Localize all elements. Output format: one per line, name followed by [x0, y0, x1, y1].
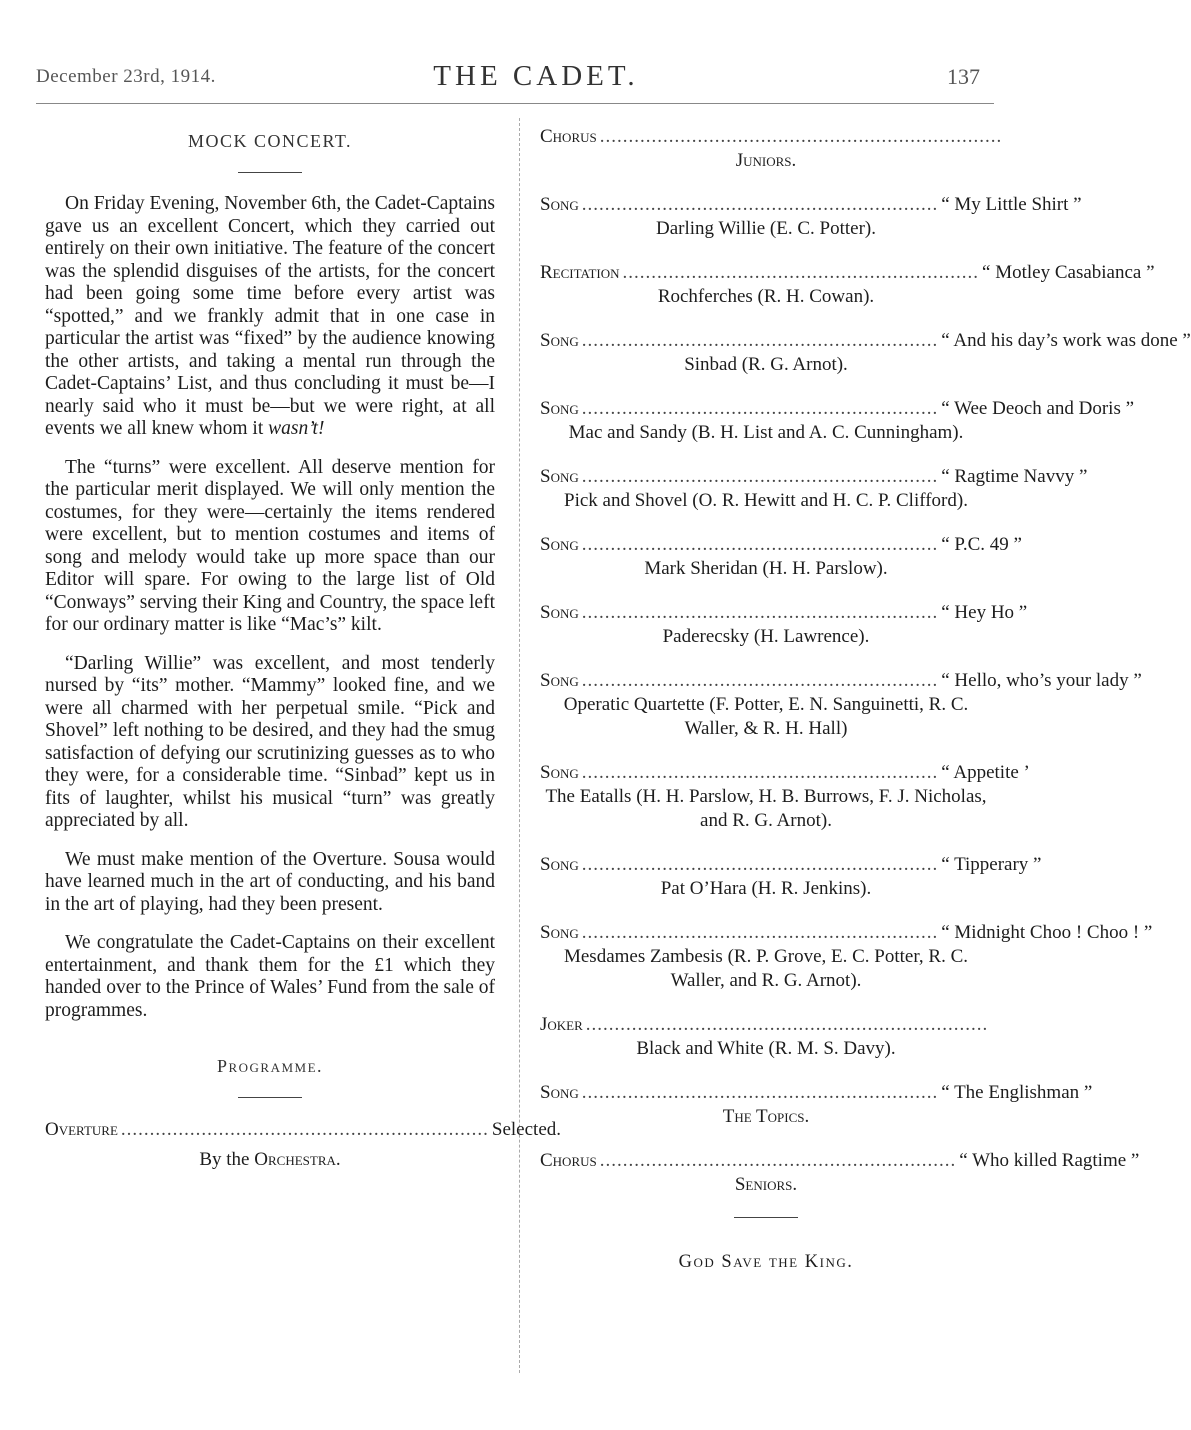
leader-dots: ..............................................................: [581, 194, 939, 215]
programme-entry: [540, 1013, 992, 1061]
header-rule: [36, 103, 994, 104]
item-type: Song: [540, 762, 579, 783]
item-performer: Sinbad (R. G. Arnot).: [684, 354, 848, 375]
article-heading: MOCK CONCERT.: [187, 131, 353, 151]
item-title: “ And his day’s work was done ”: [941, 330, 1191, 351]
publication-title: THE CADET.: [433, 60, 639, 92]
article-paragraph: We congratulate the Cadet-Captains on their excellent entertainment, and thank them for the £1 which they handed over to the Prince of Wales’ Fund from the sale of programmes.: [45, 932, 495, 1021]
programme-item-line: [540, 261, 1155, 285]
item-title: Selected.: [491, 1119, 561, 1140]
leader-dots: ..............................................................: [581, 330, 939, 351]
programme-item-line: [540, 193, 1082, 217]
item-title: “ P.C. 49 ”: [941, 534, 1022, 555]
issue-date: December 23rd, 1914.: [36, 66, 216, 87]
leader-dots: ................................................................: [120, 1119, 489, 1140]
programme-entry: [540, 1081, 1093, 1129]
item-performer: Mesdames Zambesis (R. P. Grove, E. C. Potter, R. C. Waller, and R. G. Arnot).: [563, 946, 969, 991]
article-paragraph: The “turns” were excellent. All deserve mention for the particular merit displayed. We will only mention the costumes, for they were—certainly the items rendered were excellent, but to mention costumes and items of song and melody would take up more space than our Editor will spare. For owing to the large list of Old “Conways” serving their King and Country, the space left for our ordinary matter is like “Mac’s” kilt.: [45, 456, 495, 635]
leader-dots: ..............................................................: [622, 262, 980, 283]
item-performer: Mac and Sandy (B. H. List and A. C. Cunningham).: [568, 422, 964, 443]
item-type: Song: [540, 534, 579, 555]
emphasis: wasn’t!: [268, 418, 325, 439]
leader-dots: ..............................................................: [581, 602, 939, 623]
article-paragraph: On Friday Evening, November 6th, the Cadet-Captains gave us an excellent Concert, which they carried out entirely on their own initiative. The feature of the concert was the splendid disguises of the artists, for the concert had been going some time before every artist was “spotted,” and we frankly admit that in one case in particular the artist was “fixed” by the audience knowing the other artists, and taking a mental run through the Cadet-Captains’ List, and thus concluding it must be—I nearly said who it must be—but we were right, at all events we all knew whom it wasn’t!: [45, 193, 495, 439]
programme-item-line: [540, 669, 1142, 693]
leader-dots: ..............................................................: [581, 922, 939, 943]
programme-item-line: [540, 533, 1022, 557]
article-paragraph: “Darling Willie” was excellent, and most tenderly nursed by “its” mother. “Mammy” looked fine, and we were all charmed with her perpetual smile. “Pick and Shovel” left nothing to be desired, and they had the smug satisfaction of defying our scrutinizing guesses as to who they were, for a considerable time. “Sinbad” kept us in fits of laughter, whilst his musical “turn” was greatly appreciated by all.: [45, 652, 495, 831]
item-type: Song: [540, 398, 579, 419]
page-number: 137: [947, 64, 980, 89]
item-title: “ Hey Ho ”: [941, 602, 1028, 623]
leader-dots: ..............................................................: [581, 670, 939, 691]
programme-entry: [540, 921, 1153, 993]
item-performer: Pick and Shovel (O. R. Hewitt and H. C. P. Clifford).: [564, 490, 968, 511]
column-divider: [519, 118, 520, 1373]
programme-entry: [540, 397, 1135, 445]
item-title: “ Hello, who’s your lady ”: [941, 670, 1142, 691]
programme-entry: [540, 193, 1082, 241]
item-performer: Juniors.: [735, 150, 797, 171]
item-type: Recitation: [540, 262, 620, 283]
leader-dots: ..............................................................: [581, 854, 939, 875]
item-title: “ The Englishman ”: [941, 1082, 1093, 1103]
item-performer: Pat O’Hara (H. R. Jenkins).: [660, 878, 872, 899]
leader-dots: ..............................................................: [581, 534, 939, 555]
leader-dots: ..............................................................: [581, 762, 939, 783]
programme-list: [540, 125, 1191, 1197]
heading-rule: [238, 172, 302, 173]
overture-performer: By the Orchestra.: [199, 1149, 341, 1170]
item-type: Joker: [540, 1014, 583, 1035]
item-type: Chorus: [540, 1150, 597, 1171]
programme-entry: [540, 125, 1003, 173]
item-type: Song: [540, 854, 579, 875]
leader-dots: ......................................................................: [585, 1014, 989, 1035]
programme-item-line: [540, 465, 1088, 489]
item-performer: Darling Willie (E. C. Potter).: [656, 218, 876, 239]
item-performer: The Topics.: [722, 1106, 810, 1127]
programme-rule: [238, 1097, 302, 1098]
leader-dots: ..............................................................: [581, 1082, 939, 1103]
item-title: “ Motley Casabianca ”: [982, 262, 1155, 283]
programme-item-line: [540, 329, 1191, 353]
item-type: Overture: [45, 1119, 118, 1140]
item-performer: Seniors.: [734, 1174, 798, 1195]
leader-dots: ..............................................................: [599, 1150, 957, 1171]
leader-dots: ......................................................................: [599, 126, 1003, 147]
closing-rule: [734, 1217, 798, 1218]
programme-entry: [540, 465, 1088, 513]
programme-item-line: [540, 125, 1003, 149]
programme-entry: [540, 1149, 1140, 1197]
right-column: [540, 125, 1191, 1273]
item-title: “ My Little Shirt ”: [941, 194, 1082, 215]
item-title: “ Midnight Choo ! Choo ! ”: [941, 922, 1153, 943]
page-header: [0, 0, 1072, 110]
item-title: “ Tipperary ”: [941, 854, 1042, 875]
programme-item-line: [540, 1149, 1140, 1173]
item-performer: Mark Sheridan (H. H. Parslow).: [644, 558, 888, 579]
item-type: Song: [540, 602, 579, 623]
programme-item-line: [540, 1081, 1093, 1105]
left-column: [45, 125, 561, 1172]
programme-item-line: [540, 761, 1030, 785]
item-performer: Paderecsky (H. Lawrence).: [662, 626, 870, 647]
item-title: “ Appetite ’: [941, 762, 1030, 783]
article-paragraph: We must make mention of the Overture. Sousa would have learned much in the art of conducting, and his band in the art of playing, had they been present.: [45, 848, 495, 915]
item-type: Song: [540, 1082, 579, 1103]
programme-item-line: [540, 1013, 992, 1037]
item-type: Song: [540, 922, 579, 943]
programme-entry: [540, 533, 1022, 581]
item-title: “ Ragtime Navvy ”: [941, 466, 1088, 487]
programme-entry: [540, 853, 1042, 901]
item-performer: The Eatalls (H. H. Parslow, H. B. Burrows, F. J. Nicholas, and R. G. Arnot).: [545, 786, 987, 831]
item-title: “ Who killed Ragtime ”: [959, 1150, 1140, 1171]
overture-line: [45, 1118, 561, 1142]
item-type: Song: [540, 194, 579, 215]
programme-entry: [540, 601, 1028, 649]
programme-entry: [540, 261, 1155, 309]
item-type: Song: [540, 466, 579, 487]
programme-entry: [540, 669, 1142, 741]
item-performer: Black and White (R. M. S. Davy).: [636, 1038, 896, 1059]
programme-item-line: [540, 853, 1042, 877]
item-performer: Operatic Quartette (F. Potter, E. N. Sanguinetti, R. C. Waller, & R. H. Hall): [563, 694, 969, 739]
item-type: Song: [540, 330, 579, 351]
item-type: Song: [540, 670, 579, 691]
item-type: Chorus: [540, 126, 597, 147]
programme-entry: [540, 761, 1030, 833]
programme-entry: [540, 329, 1191, 377]
programme-item-line: [540, 601, 1028, 625]
programme-item-line: [540, 397, 1135, 421]
item-performer: Rochferches (R. H. Cowan).: [657, 286, 875, 307]
leader-dots: ..............................................................: [581, 398, 939, 419]
closing-line: God Save the King.: [678, 1252, 854, 1272]
item-title: “ Wee Deoch and Doris ”: [941, 398, 1135, 419]
programme-item-line: [540, 921, 1153, 945]
programme-heading: Programme.: [216, 1056, 324, 1076]
leader-dots: ..............................................................: [581, 466, 939, 487]
